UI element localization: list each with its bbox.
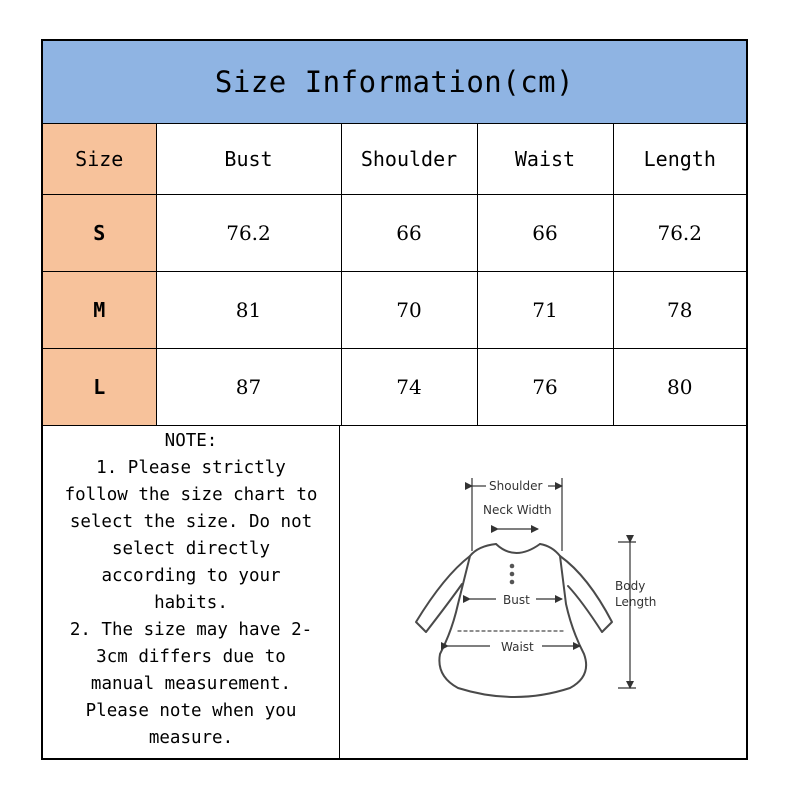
note-line: 2. The size may have 2- — [69, 620, 313, 640]
note-line: Please note when you — [85, 701, 297, 721]
label-neck-width: Neck Width — [483, 503, 552, 517]
note-line: according to your — [101, 566, 281, 586]
button-dot — [510, 564, 515, 569]
note-line: select directly — [111, 539, 271, 559]
neckline-shape — [496, 544, 540, 553]
button-dot — [510, 580, 515, 585]
note-line: NOTE: — [164, 431, 218, 451]
header-bust: Bust — [156, 124, 341, 195]
table-header-row — [43, 124, 746, 195]
waist-value: 66 — [477, 195, 613, 272]
measurement-diagram — [340, 426, 746, 759]
label-body-length-2: Length — [615, 595, 657, 609]
size-chart — [41, 39, 748, 760]
left-sleeve-shape — [416, 556, 470, 632]
note-line: select the size. Do not — [69, 512, 313, 532]
bust-value: 76.2 — [156, 195, 341, 272]
dress-illustration — [340, 426, 746, 759]
label-bust: Bust — [503, 593, 530, 607]
shoulder-value: 70 — [341, 272, 477, 349]
size-table — [43, 124, 746, 426]
note-line: follow the size chart to — [64, 485, 318, 505]
button-dot — [510, 572, 515, 577]
bottom-section — [43, 425, 746, 759]
chart-title: Size Information(cm) — [43, 41, 746, 124]
note-line: measure. — [148, 728, 234, 748]
table-row — [43, 349, 746, 426]
size-note — [43, 426, 340, 759]
note-line: habits. — [154, 593, 228, 613]
table-row — [43, 195, 746, 272]
length-value: 76.2 — [613, 195, 746, 272]
note-line: 3cm differs due to — [96, 647, 286, 667]
size-label: L — [43, 349, 156, 426]
header-waist: Waist — [477, 124, 613, 195]
size-label: S — [43, 195, 156, 272]
bust-value: 87 — [156, 349, 341, 426]
waist-value: 76 — [477, 349, 613, 426]
header-shoulder: Shoulder — [341, 124, 477, 195]
table-row — [43, 272, 746, 349]
label-shoulder: Shoulder — [489, 479, 543, 493]
right-sleeve-shape — [560, 556, 612, 632]
header-length: Length — [613, 124, 746, 195]
size-label: M — [43, 272, 156, 349]
shoulder-value: 66 — [341, 195, 477, 272]
length-value: 80 — [613, 349, 746, 426]
length-value: 78 — [613, 272, 746, 349]
header-size: Size — [43, 124, 156, 195]
shoulder-value: 74 — [341, 349, 477, 426]
note-line: manual measurement. — [90, 674, 292, 694]
note-line: 1. Please strictly — [96, 458, 286, 478]
bust-value: 81 — [156, 272, 341, 349]
label-body-length-1: Body — [615, 579, 646, 593]
waist-value: 71 — [477, 272, 613, 349]
label-waist: Waist — [501, 640, 534, 654]
